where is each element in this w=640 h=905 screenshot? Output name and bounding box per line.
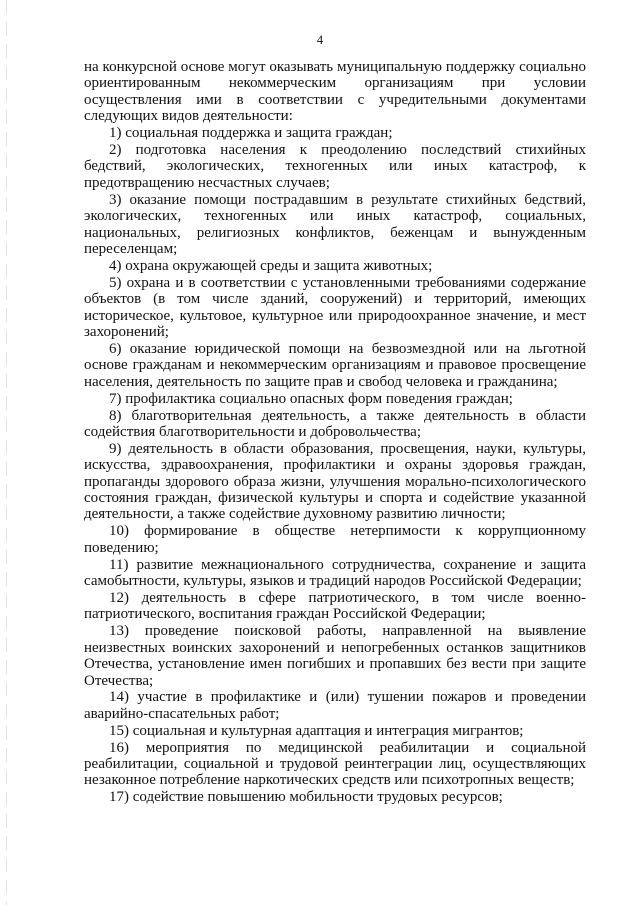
scan-edge-artifact	[6, 0, 7, 905]
list-item: 11) развитие межнационального сотрудничества, сохранение и защита самобытности, культуры, языков и традиций народов Российской Федерации;	[84, 556, 586, 590]
list-item: 10) формирование в обществе нетерпимости к коррупционному поведению;	[84, 523, 586, 556]
list-item: 7) профилактика социально опасных форм поведения граждан;	[109, 390, 513, 407]
list-item: 3) оказание помощи пострадавшим в результате стихийных бедствий, экологических, техногенных или иных катастроф, социальных, национальных, религиозных конфликтов, беженцам и вынужденным переселенцам;	[84, 191, 586, 257]
list-item: 6) оказание юридической помощи на безвозмездной или на льготной основе гражданам и некоммерческим организациям и правовое просвещение населения, деятельность по защите прав и свобод человека и гражданина;	[84, 340, 586, 390]
document-body	[84, 59, 586, 806]
list-item: 2) подготовка населения к преодолению последствий стихийных бедствий, экологических, техногенных или иных катастроф, к предотвращению несчастных случаев;	[84, 142, 586, 191]
list-item: 12) деятельность в сфере патриотического, в том числе военно-патриотического, воспитания граждан Российской Федерации;	[84, 590, 586, 623]
page-number: 4	[316, 33, 324, 47]
list-item: 16) мероприятия по медицинской реабилитации и социальной реабилитации, социальной и трудовой реинтеграции лиц, осуществляющих незаконное потребление наркотических средств или психотропных веществ;	[84, 739, 586, 789]
list-item: 8) благотворительная деятельность, а также деятельность в области содействия благотворительности и добровольчества;	[84, 407, 586, 440]
list-item: 14) участие в профилактике и (или) тушении пожаров и проведении аварийно-спасательных работ;	[84, 689, 586, 722]
list-item: 4) охрана окружающей среды и защита животных;	[109, 257, 433, 274]
list-item: 1) социальная поддержка и защита граждан;	[109, 125, 393, 142]
list-item: 9) деятельность в области образования, просвещения, науки, культуры, искусства, здравоохранения, профилактики и охраны здоровья граждан, пропаганды здорового образа жизни, улучшения морально-психологического состояния граждан, физической культуры и спорта и содействие указанной деятельности, а также содействие духовному развитию личности;	[84, 440, 586, 523]
intro-paragraph: на конкурсной основе могут оказывать муниципальную поддержку социально ориентированным некоммерческим организациям при условии осуществления ими в соответствии с учредительными документами следующих видов деятельности:	[84, 59, 586, 125]
list-item: 15) социальная и культурная адаптация и интеграция мигрантов;	[109, 722, 524, 739]
list-item: 5) охрана и в соответствии с установленными требованиями содержание объектов (в том числе зданий, сооружений) и территорий, имеющих историческое, культовое, культурное или природоохранное значение, и мест захоронений;	[84, 274, 586, 340]
list-item: 13) проведение поисковой работы, направленной на выявление неизвестных воинских захоронений и непогребенных останков защитников Отечества, установление имен погибших и пропавших без вести при защите Отечества;	[84, 623, 586, 689]
list-item: 17) содействие повышению мобильности трудовых ресурсов;	[109, 789, 503, 806]
